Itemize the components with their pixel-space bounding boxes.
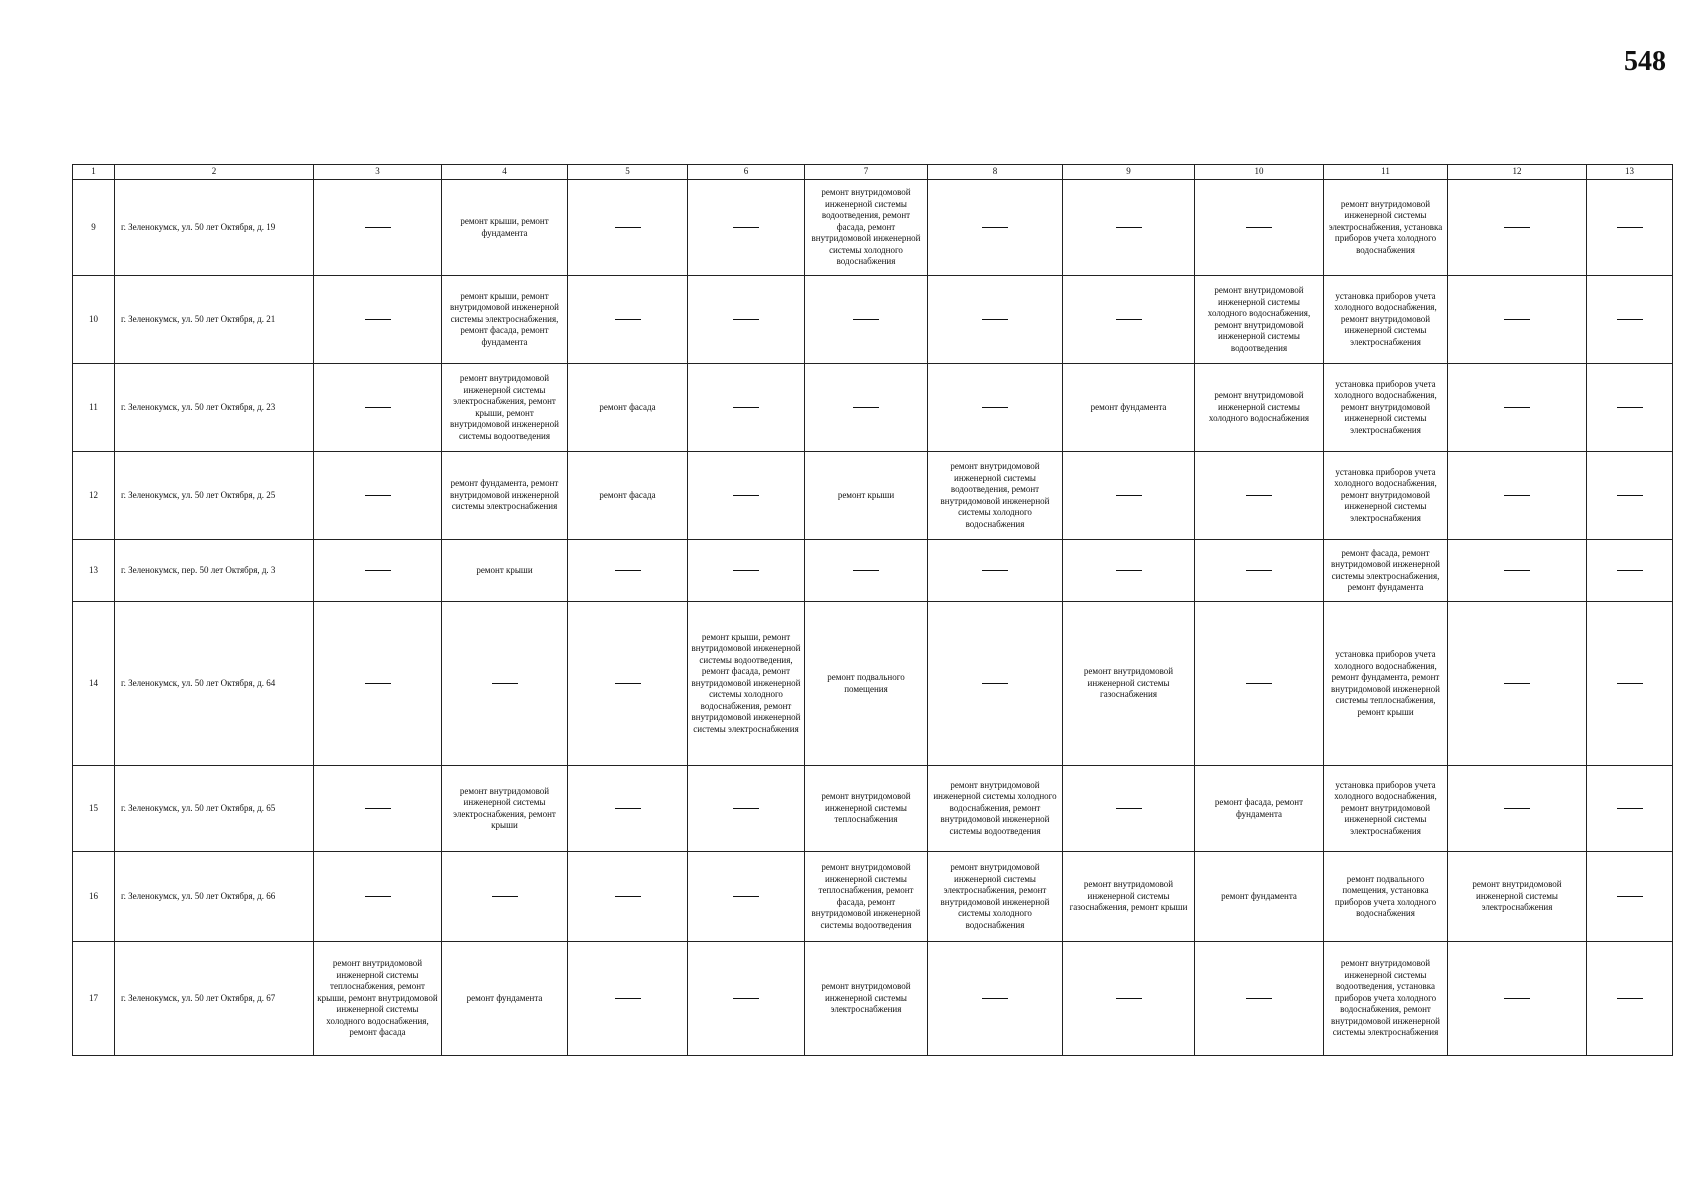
work-cell: ремонт крыши, ремонт внутридомовой инженерной системы водоотведения, ремонт фасада, ремонт внутридомовой инженерной системы холодного водоснабжения, ремонт внутридомовой инженерной системы электроснабжения [688,602,805,766]
empty-cell-dash [1195,602,1324,766]
work-cell: ремонт внутридомовой инженерной системы теплоснабжения, ремонт крыши, ремонт внутридомовой инженерной системы холодного водоснабжения, ремонт фасада [314,942,442,1056]
dash-mark [1504,998,1530,999]
dash-mark [365,227,391,228]
empty-cell-dash [688,276,805,364]
dash-mark [733,998,759,999]
column-number: 4 [442,165,568,180]
table-row [73,602,1673,766]
dash-mark [1617,495,1643,496]
empty-cell-dash [688,942,805,1056]
dash-mark [1116,998,1142,999]
empty-cell-dash [1063,276,1195,364]
row-number: 16 [73,852,115,942]
column-number: 13 [1587,165,1673,180]
row-number: 15 [73,766,115,852]
empty-cell-dash [1063,942,1195,1056]
work-cell: ремонт фундамента [1063,364,1195,452]
empty-cell-dash [314,852,442,942]
dash-mark [1504,407,1530,408]
empty-cell-dash [928,540,1063,602]
work-cell: ремонт фундамента [442,942,568,1056]
dash-mark [982,227,1008,228]
dash-mark [733,495,759,496]
work-cell: установка приборов учета холодного водоснабжения, ремонт фундамента, ремонт внутридомовой инженерной системы теплоснабжения, ремонт крыши [1324,602,1448,766]
empty-cell-dash [688,452,805,540]
work-cell: ремонт внутридомовой инженерной системы холодного водоснабжения, ремонт внутридомовой инженерной системы водоотведения [1195,276,1324,364]
dash-mark [1504,319,1530,320]
work-cell: ремонт подвального помещения, установка приборов учета холодного водоснабжения [1324,852,1448,942]
table-row [73,364,1673,452]
dash-mark [1246,227,1272,228]
empty-cell-dash [568,602,688,766]
work-cell: установка приборов учета холодного водоснабжения, ремонт внутридомовой инженерной системы электроснабжения [1324,364,1448,452]
empty-cell-dash [928,364,1063,452]
dash-mark [1504,495,1530,496]
column-number: 2 [115,165,314,180]
empty-cell-dash [1587,602,1673,766]
dash-mark [365,407,391,408]
table-row [73,276,1673,364]
empty-cell-dash [1195,452,1324,540]
dash-mark [1246,683,1272,684]
dash-mark [1504,683,1530,684]
empty-cell-dash [1587,364,1673,452]
dash-mark [1116,570,1142,571]
column-number: 12 [1448,165,1587,180]
work-cell: ремонт фундамента [1195,852,1324,942]
work-cell: ремонт внутридомовой инженерной системы водоотведения, установка приборов учета холодного водоснабжения, ремонт внутридомовой инженерной системы электроснабжения [1324,942,1448,1056]
dash-mark [733,319,759,320]
page-number: 548 [1624,46,1666,77]
work-cell: ремонт подвального помещения [805,602,928,766]
column-number: 1 [73,165,115,180]
work-cell: ремонт крыши, ремонт внутридомовой инженерной системы электроснабжения, ремонт фасада, ремонт фундамента [442,276,568,364]
work-cell: ремонт внутридомовой инженерной системы электроснабжения [1448,852,1587,942]
empty-cell-dash [314,540,442,602]
dash-mark [853,570,879,571]
empty-cell-dash [314,766,442,852]
empty-cell-dash [688,364,805,452]
work-cell: ремонт внутридомовой инженерной системы водоотведения, ремонт внутридомовой инженерной системы холодного водоснабжения [928,452,1063,540]
dash-mark [1617,998,1643,999]
column-number-row [73,165,1673,180]
empty-cell-dash [1587,766,1673,852]
dash-mark [1246,495,1272,496]
column-number: 11 [1324,165,1448,180]
dash-mark [1617,227,1643,228]
empty-cell-dash [1587,852,1673,942]
dash-mark [733,808,759,809]
empty-cell-dash [928,180,1063,276]
dash-mark [365,683,391,684]
work-cell: ремонт фундамента, ремонт внутридомовой инженерной системы электроснабжения [442,452,568,540]
work-cell: установка приборов учета холодного водоснабжения, ремонт внутридомовой инженерной системы электроснабжения [1324,276,1448,364]
empty-cell-dash [688,852,805,942]
empty-cell-dash [1448,180,1587,276]
dash-mark [615,319,641,320]
table-row [73,180,1673,276]
empty-cell-dash [1587,276,1673,364]
empty-cell-dash [1448,602,1587,766]
address-cell: г. Зеленокумск, ул. 50 лет Октября, д. 19 [115,180,314,276]
table-row [73,452,1673,540]
column-number: 8 [928,165,1063,180]
empty-cell-dash [805,276,928,364]
work-cell: ремонт крыши [805,452,928,540]
empty-cell-dash [442,602,568,766]
dash-mark [1246,998,1272,999]
empty-cell-dash [314,276,442,364]
address-cell: г. Зеленокумск, ул. 50 лет Октября, д. 23 [115,364,314,452]
empty-cell-dash [1448,540,1587,602]
repair-schedule-table [72,164,1673,1056]
work-cell: ремонт внутридомовой инженерной системы электроснабжения, ремонт крыши [442,766,568,852]
dash-mark [365,319,391,320]
empty-cell-dash [568,276,688,364]
empty-cell-dash [568,942,688,1056]
dash-mark [853,407,879,408]
dash-mark [1116,227,1142,228]
dash-mark [1504,570,1530,571]
empty-cell-dash [568,766,688,852]
empty-cell-dash [1063,540,1195,602]
work-cell: ремонт крыши [442,540,568,602]
address-cell: г. Зеленокумск, ул. 50 лет Октября, д. 21 [115,276,314,364]
dash-mark [982,683,1008,684]
empty-cell-dash [805,364,928,452]
dash-mark [1116,808,1142,809]
row-number: 13 [73,540,115,602]
address-cell: г. Зеленокумск, ул. 50 лет Октября, д. 64 [115,602,314,766]
empty-cell-dash [442,852,568,942]
dash-mark [1617,570,1643,571]
table-row [73,766,1673,852]
table-row [73,942,1673,1056]
address-cell: г. Зеленокумск, ул. 50 лет Октября, д. 67 [115,942,314,1056]
dash-mark [733,896,759,897]
address-cell: г. Зеленокумск, ул. 50 лет Октября, д. 65 [115,766,314,852]
empty-cell-dash [1195,942,1324,1056]
work-cell: ремонт внутридомовой инженерной системы газоснабжения [1063,602,1195,766]
empty-cell-dash [1448,276,1587,364]
work-cell: ремонт внутридомовой инженерной системы электроснабжения [805,942,928,1056]
dash-mark [1617,896,1643,897]
row-number: 11 [73,364,115,452]
work-cell: установка приборов учета холодного водоснабжения, ремонт внутридомовой инженерной системы электроснабжения [1324,766,1448,852]
column-number: 6 [688,165,805,180]
empty-cell-dash [1587,540,1673,602]
dash-mark [1116,319,1142,320]
dash-mark [615,227,641,228]
dash-mark [615,808,641,809]
dash-mark [365,495,391,496]
work-cell: ремонт внутридомовой инженерной системы холодного водоснабжения [1195,364,1324,452]
work-cell: ремонт фасада, ремонт внутридомовой инженерной системы электроснабжения, ремонт фундамента [1324,540,1448,602]
empty-cell-dash [1587,452,1673,540]
dash-mark [982,998,1008,999]
row-number: 17 [73,942,115,1056]
column-number: 5 [568,165,688,180]
empty-cell-dash [1195,540,1324,602]
dash-mark [365,808,391,809]
empty-cell-dash [1195,180,1324,276]
dash-mark [982,407,1008,408]
empty-cell-dash [928,602,1063,766]
dash-mark [733,570,759,571]
row-number: 10 [73,276,115,364]
address-cell: г. Зеленокумск, ул. 50 лет Октября, д. 25 [115,452,314,540]
dash-mark [733,227,759,228]
empty-cell-dash [568,180,688,276]
work-cell: ремонт фасада [568,452,688,540]
dash-mark [982,319,1008,320]
dash-mark [1116,495,1142,496]
dash-mark [733,407,759,408]
row-number: 12 [73,452,115,540]
dash-mark [365,570,391,571]
row-number: 14 [73,602,115,766]
empty-cell-dash [1448,364,1587,452]
dash-mark [615,683,641,684]
work-cell: ремонт внутридомовой инженерной системы теплоснабжения [805,766,928,852]
column-number: 9 [1063,165,1195,180]
dash-mark [1617,407,1643,408]
dash-mark [1504,227,1530,228]
dash-mark [615,570,641,571]
table-row [73,852,1673,942]
row-number: 9 [73,180,115,276]
empty-cell-dash [1587,942,1673,1056]
empty-cell-dash [1448,452,1587,540]
empty-cell-dash [1063,766,1195,852]
work-cell: ремонт крыши, ремонт фундамента [442,180,568,276]
empty-cell-dash [1063,180,1195,276]
work-cell: ремонт фасада [568,364,688,452]
empty-cell-dash [314,452,442,540]
empty-cell-dash [1063,452,1195,540]
empty-cell-dash [928,942,1063,1056]
column-number: 3 [314,165,442,180]
empty-cell-dash [568,540,688,602]
dash-mark [615,896,641,897]
work-cell: установка приборов учета холодного водоснабжения, ремонт внутридомовой инженерной системы электроснабжения [1324,452,1448,540]
dash-mark [1617,808,1643,809]
empty-cell-dash [805,540,928,602]
dash-mark [1617,319,1643,320]
work-cell: ремонт внутридомовой инженерной системы электроснабжения, установка приборов учета холодного водоснабжения [1324,180,1448,276]
dash-mark [492,896,518,897]
work-cell: ремонт внутридомовой инженерной системы теплоснабжения, ремонт фасада, ремонт внутридомовой инженерной системы водоотведения [805,852,928,942]
empty-cell-dash [314,180,442,276]
work-cell: ремонт внутридомовой инженерной системы холодного водоснабжения, ремонт внутридомовой инженерной системы водоотведения [928,766,1063,852]
empty-cell-dash [1448,766,1587,852]
empty-cell-dash [688,766,805,852]
dash-mark [853,319,879,320]
dash-mark [492,683,518,684]
dash-mark [1246,570,1272,571]
dash-mark [1504,808,1530,809]
work-cell: ремонт внутридомовой инженерной системы газоснабжения, ремонт крыши [1063,852,1195,942]
dash-mark [365,896,391,897]
dash-mark [982,570,1008,571]
empty-cell-dash [688,540,805,602]
dash-mark [615,998,641,999]
column-number: 10 [1195,165,1324,180]
address-cell: г. Зеленокумск, пер. 50 лет Октября, д. 3 [115,540,314,602]
empty-cell-dash [568,852,688,942]
dash-mark [1617,683,1643,684]
work-cell: ремонт внутридомовой инженерной системы электроснабжения, ремонт крыши, ремонт внутридомовой инженерной системы водоотведения [442,364,568,452]
table-row [73,540,1673,602]
address-cell: г. Зеленокумск, ул. 50 лет Октября, д. 66 [115,852,314,942]
empty-cell-dash [928,276,1063,364]
empty-cell-dash [314,364,442,452]
work-cell: ремонт внутридомовой инженерной системы электроснабжения, ремонт внутридомовой инженерной системы холодного водоснабжения [928,852,1063,942]
empty-cell-dash [688,180,805,276]
empty-cell-dash [1448,942,1587,1056]
work-cell: ремонт внутридомовой инженерной системы водоотведения, ремонт фасада, ремонт внутридомовой инженерной системы холодного водоснабжения [805,180,928,276]
column-number: 7 [805,165,928,180]
empty-cell-dash [314,602,442,766]
empty-cell-dash [1587,180,1673,276]
work-cell: ремонт фасада, ремонт фундамента [1195,766,1324,852]
